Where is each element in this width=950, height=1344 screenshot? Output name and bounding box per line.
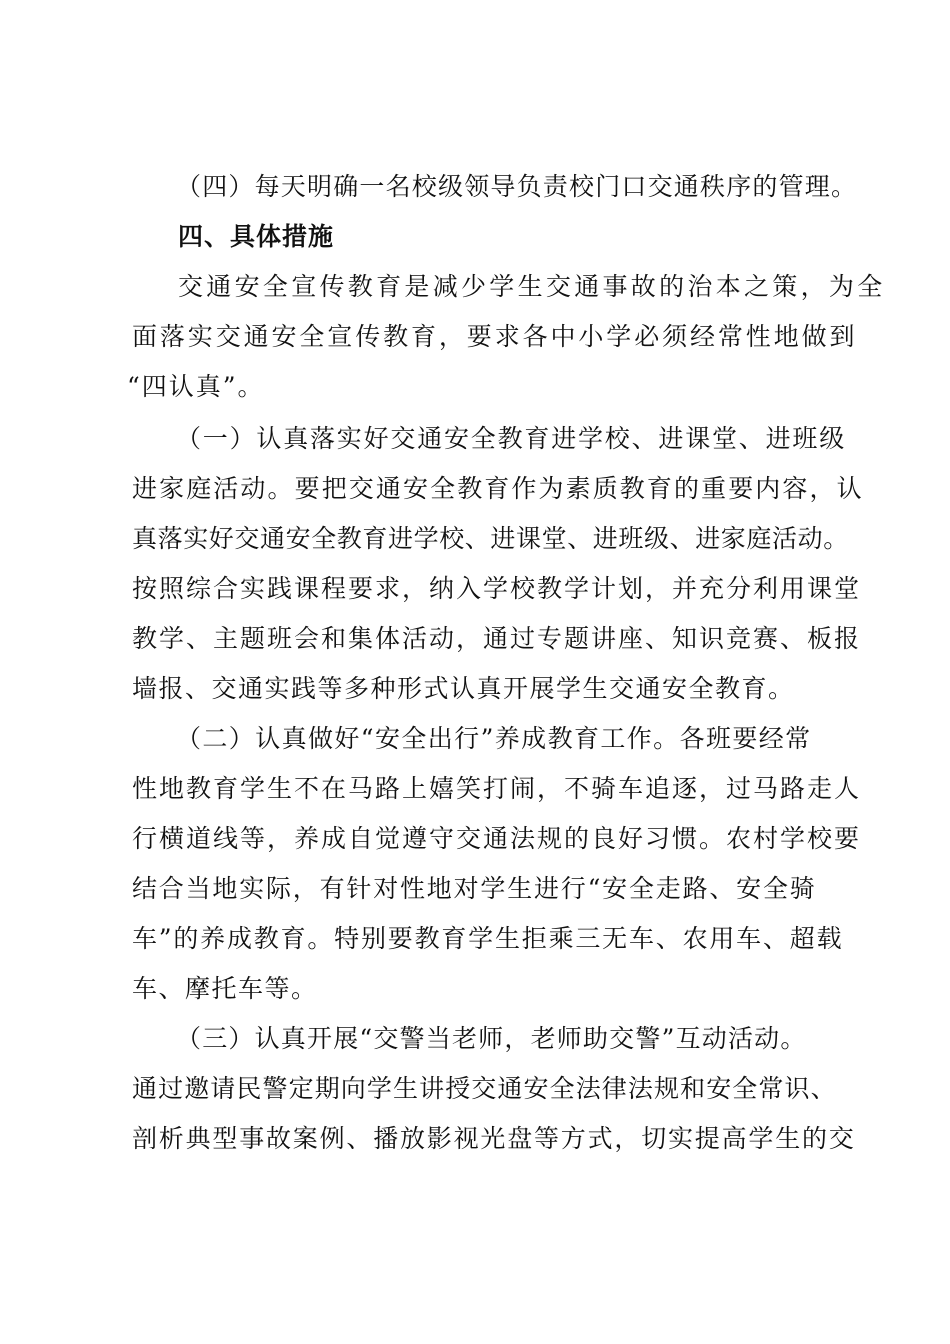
paragraph-item-2-line: 性地教育学生不在马路上嬉笑打闹，不骑车追逐，过马路走人 xyxy=(132,774,862,803)
section-heading: 四、具体措施 xyxy=(178,222,335,251)
paragraph-item-1-line: 进家庭活动。要把交通安全教育作为素质教育的重要内容，认 xyxy=(132,474,864,503)
paragraph-item-1-line: 真落实好交通安全教育进学校、进课堂、进班级、进家庭活动。 xyxy=(132,524,849,553)
intro-paragraph-line: “四认真”。 xyxy=(127,372,265,401)
paragraph-item-3-line: 通过邀请民警定期向学生讲授交通安全法律法规和安全常识、 xyxy=(132,1074,837,1103)
paragraph-item-1-line: 按照综合实践课程要求，纳入学校教学计划，并充分利用课堂 xyxy=(132,574,862,603)
paragraph-item-2-line: 车”的养成教育。特别要教育学生拒乘三无车、农用车、超载 xyxy=(132,924,844,953)
paragraph-item-3-line: 剖析典型事故案例、播放影视光盘等方式，切实提高学生的交 xyxy=(132,1124,856,1153)
paragraph-item-2-line: 结合当地实际，有针对性地对学生进行“安全走路、安全骑 xyxy=(132,874,817,903)
paragraph-item-2-line: 车、摩托车等。 xyxy=(132,974,318,1003)
intro-paragraph-line: 交通安全宣传教育是减少学生交通事故的治本之策，为全 xyxy=(178,272,886,301)
paragraph-item-3-line: （三）认真开展“交警当老师，老师助交警”互动活动。 xyxy=(176,1024,807,1053)
paragraph-item-2-line: （二）认真做好“安全出行”养成教育工作。各班要经常 xyxy=(176,724,812,753)
paragraph-item-1-line: 墙报、交通实践等多种形式认真开展学生交通安全教育。 xyxy=(132,674,795,703)
paragraph-item-2-line: 行横道线等，养成自觉遵守交通法规的良好习惯。农村学校要 xyxy=(132,824,862,853)
paragraph-item-1-line: （一）认真落实好交通安全教育进学校、进课堂、进班级 xyxy=(176,424,847,453)
paragraph-item-1-line: 教学、主题班会和集体活动，通过专题讲座、知识竞赛、板报 xyxy=(132,624,862,653)
paragraph-item-4-line: （四）每天明确一名校级领导负责校门口交通秩序的管理。 xyxy=(176,172,858,201)
intro-paragraph-line: 面落实交通安全宣传教育，要求各中小学必须经常性地做到 xyxy=(132,322,858,351)
